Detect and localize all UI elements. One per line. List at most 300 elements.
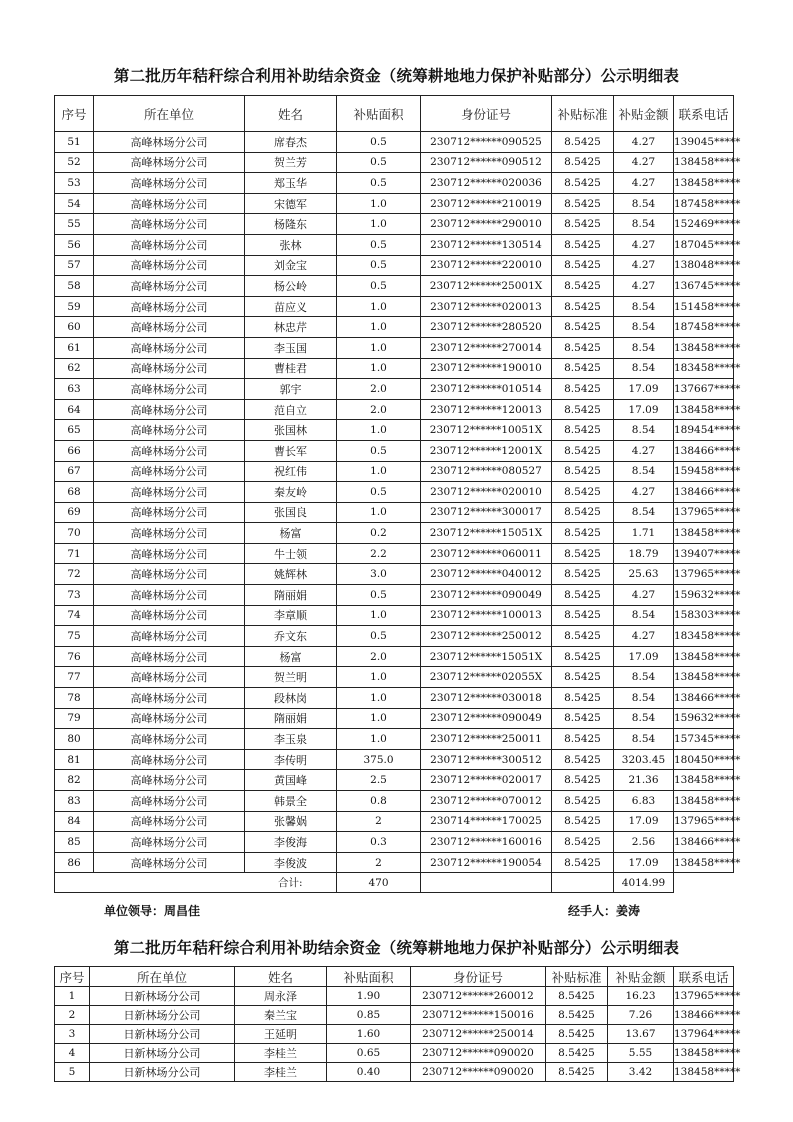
cell-standard: 8.5425 <box>552 708 614 729</box>
cell-area: 3.0 <box>337 564 421 585</box>
cell-area: 1.0 <box>337 729 421 750</box>
cell-seq: 85 <box>55 832 94 853</box>
cell-standard: 8.5425 <box>552 193 614 214</box>
cell-phone: 138466***** <box>674 832 734 853</box>
cell-amount: 3.42 <box>608 1063 674 1082</box>
cell-area: 0.5 <box>337 173 421 194</box>
cell-standard: 8.5425 <box>546 1044 608 1063</box>
table-row <box>55 214 734 235</box>
cell-unit: 高峰林场分公司 <box>94 152 245 173</box>
cell-area: 0.5 <box>337 585 421 606</box>
cell-name: 曹桂君 <box>245 358 337 379</box>
header-name: 姓名 <box>235 967 327 987</box>
cell-seq: 65 <box>55 420 94 441</box>
cell-unit: 高峰林场分公司 <box>94 564 245 585</box>
cell-unit: 高峰林场分公司 <box>94 255 245 276</box>
cell-area: 2.0 <box>337 399 421 420</box>
cell-id: 230712******300017 <box>421 502 552 523</box>
cell-seq: 66 <box>55 440 94 461</box>
cell-name: 李章顺 <box>245 605 337 626</box>
cell-area: 1.60 <box>327 1025 411 1044</box>
table-row <box>55 1006 734 1025</box>
header-id: 身份证号 <box>421 96 552 132</box>
cell-name: 隋丽娟 <box>245 585 337 606</box>
cell-name: 贺兰芳 <box>245 152 337 173</box>
cell-id: 230712******15051X <box>421 523 552 544</box>
table-row <box>55 1044 734 1063</box>
cell-amount: 7.26 <box>608 1006 674 1025</box>
cell-id: 230712******290010 <box>421 214 552 235</box>
cell-phone: 139407***** <box>674 543 734 564</box>
cell-area: 2 <box>337 811 421 832</box>
cell-id: 230712******150016 <box>411 1006 546 1025</box>
cell-id: 230712******250012 <box>421 626 552 647</box>
cell-phone: 159458***** <box>674 461 734 482</box>
cell-seq: 76 <box>55 646 94 667</box>
cell-name: 席春杰 <box>245 132 337 153</box>
table-row <box>55 626 734 647</box>
cell-amount: 17.09 <box>614 379 674 400</box>
cell-area: 1.0 <box>337 296 421 317</box>
table-row <box>55 255 734 276</box>
table-row <box>55 399 734 420</box>
table-title-2: 第二批历年秸秆综合利用补助结余资金（统筹耕地地力保护补贴部分）公示明细表 <box>113 939 680 957</box>
cell-standard: 8.5425 <box>552 502 614 523</box>
cell-unit: 日新林场分公司 <box>90 1025 235 1044</box>
cell-standard: 8.5425 <box>552 358 614 379</box>
table-row <box>55 729 734 750</box>
cell-name: 张馨娲 <box>245 811 337 832</box>
cell-name: 杨隆东 <box>245 214 337 235</box>
table-row <box>55 832 734 853</box>
header-unit: 所在单位 <box>94 96 245 132</box>
cell-unit: 高峰林场分公司 <box>94 482 245 503</box>
cell-unit: 高峰林场分公司 <box>94 173 245 194</box>
cell-id: 230712******250011 <box>421 729 552 750</box>
cell-area: 375.0 <box>337 749 421 770</box>
cell-name: 杨富 <box>245 523 337 544</box>
cell-seq: 57 <box>55 255 94 276</box>
table-row <box>55 585 734 606</box>
cell-standard: 8.5425 <box>552 564 614 585</box>
cell-unit: 日新林场分公司 <box>90 1006 235 1025</box>
cell-seq: 82 <box>55 770 94 791</box>
cell-standard: 8.5425 <box>552 585 614 606</box>
cell-unit: 高峰林场分公司 <box>94 543 245 564</box>
cell-area: 0.5 <box>337 440 421 461</box>
cell-unit: 高峰林场分公司 <box>94 832 245 853</box>
cell-phone: 136745***** <box>674 276 734 297</box>
cell-amount: 8.54 <box>614 214 674 235</box>
table-row <box>55 523 734 544</box>
cell-seq: 1 <box>55 987 90 1006</box>
cell-id: 230712******030018 <box>421 688 552 709</box>
cell-id: 230714******170025 <box>421 811 552 832</box>
cell-area: 1.0 <box>337 605 421 626</box>
cell-phone: 137964***** <box>674 1025 734 1044</box>
cell-standard: 8.5425 <box>552 255 614 276</box>
table-row <box>55 193 734 214</box>
cell-name: 秦兰宝 <box>235 1006 327 1025</box>
cell-amount: 8.54 <box>614 502 674 523</box>
cell-area: 2.5 <box>337 770 421 791</box>
cell-name: 林忠芹 <box>245 317 337 338</box>
cell-standard: 8.5425 <box>552 152 614 173</box>
cell-name: 郑玉华 <box>245 173 337 194</box>
table-row <box>55 234 734 255</box>
cell-area: 1.0 <box>337 708 421 729</box>
cell-amount: 4.27 <box>614 152 674 173</box>
cell-area: 0.5 <box>337 255 421 276</box>
cell-phone: 159632***** <box>674 708 734 729</box>
cell-name: 李俊波 <box>245 852 337 873</box>
cell-name: 张国良 <box>245 502 337 523</box>
cell-amount: 5.55 <box>608 1044 674 1063</box>
cell-amount: 8.54 <box>614 729 674 750</box>
cell-standard: 8.5425 <box>552 173 614 194</box>
total-area: 470 <box>337 873 421 893</box>
cell-standard: 8.5425 <box>552 667 614 688</box>
cell-standard: 8.5425 <box>552 399 614 420</box>
cell-amount: 8.54 <box>614 193 674 214</box>
cell-seq: 64 <box>55 399 94 420</box>
cell-amount: 8.54 <box>614 688 674 709</box>
cell-area: 1.0 <box>337 420 421 441</box>
cell-phone: 137965***** <box>674 502 734 523</box>
cell-phone: 138458***** <box>674 791 734 812</box>
cell-standard: 8.5425 <box>552 791 614 812</box>
cell-phone: 158303***** <box>674 605 734 626</box>
table-row <box>55 482 734 503</box>
total-empty-3 <box>674 873 734 893</box>
cell-seq: 63 <box>55 379 94 400</box>
cell-amount: 4.27 <box>614 173 674 194</box>
cell-id: 230712******090512 <box>421 152 552 173</box>
cell-phone: 138458***** <box>674 337 734 358</box>
cell-area: 0.5 <box>337 276 421 297</box>
cell-id: 230712******260012 <box>411 987 546 1006</box>
cell-name: 李玉国 <box>245 337 337 358</box>
table-row <box>55 296 734 317</box>
cell-amount: 2.56 <box>614 832 674 853</box>
cell-unit: 高峰林场分公司 <box>94 626 245 647</box>
cell-name: 姚辉林 <box>245 564 337 585</box>
cell-unit: 高峰林场分公司 <box>94 729 245 750</box>
cell-phone: 138458***** <box>674 1044 734 1063</box>
cell-unit: 高峰林场分公司 <box>94 791 245 812</box>
cell-id: 230712******060011 <box>421 543 552 564</box>
cell-phone: 138466***** <box>674 688 734 709</box>
cell-amount: 4.27 <box>614 626 674 647</box>
cell-standard: 8.5425 <box>546 1025 608 1044</box>
cell-unit: 高峰林场分公司 <box>94 276 245 297</box>
header-unit: 所在单位 <box>90 967 235 987</box>
cell-id: 230712******250014 <box>411 1025 546 1044</box>
total-label: 合计: <box>245 873 337 893</box>
cell-seq: 83 <box>55 791 94 812</box>
cell-phone: 138466***** <box>674 482 734 503</box>
cell-phone: 183458***** <box>674 626 734 647</box>
cell-area: 0.3 <box>337 832 421 853</box>
cell-name: 苗应义 <box>245 296 337 317</box>
table-row <box>55 317 734 338</box>
cell-unit: 日新林场分公司 <box>90 1063 235 1082</box>
cell-unit: 高峰林场分公司 <box>94 667 245 688</box>
cell-name: 乔文东 <box>245 626 337 647</box>
subsidy-table-2 <box>54 966 741 1082</box>
cell-amount: 16.23 <box>608 987 674 1006</box>
table-row <box>55 667 734 688</box>
cell-phone: 138458***** <box>674 646 734 667</box>
cell-area: 0.5 <box>337 626 421 647</box>
cell-amount: 18.79 <box>614 543 674 564</box>
table-row <box>55 132 734 153</box>
total-row <box>55 873 734 893</box>
cell-unit: 高峰林场分公司 <box>94 296 245 317</box>
cell-area: 2 <box>337 852 421 873</box>
cell-name: 段林岗 <box>245 688 337 709</box>
cell-unit: 高峰林场分公司 <box>94 585 245 606</box>
cell-standard: 8.5425 <box>552 811 614 832</box>
cell-id: 230712******020036 <box>421 173 552 194</box>
cell-amount: 8.54 <box>614 420 674 441</box>
cell-standard: 8.5425 <box>552 646 614 667</box>
cell-id: 230712******220010 <box>421 255 552 276</box>
header-seq: 序号 <box>55 96 94 132</box>
cell-id: 230712******090020 <box>411 1044 546 1063</box>
cell-phone: 187045***** <box>674 234 734 255</box>
cell-seq: 86 <box>55 852 94 873</box>
cell-name: 黄国峰 <box>245 770 337 791</box>
table-row <box>55 337 734 358</box>
cell-seq: 55 <box>55 214 94 235</box>
cell-seq: 58 <box>55 276 94 297</box>
cell-id: 230712******25001X <box>421 276 552 297</box>
total-empty-2 <box>552 873 614 893</box>
cell-id: 230712******040012 <box>421 564 552 585</box>
cell-seq: 70 <box>55 523 94 544</box>
cell-unit: 高峰林场分公司 <box>94 461 245 482</box>
cell-unit: 高峰林场分公司 <box>94 420 245 441</box>
cell-area: 0.65 <box>327 1044 411 1063</box>
cell-standard: 8.5425 <box>552 626 614 647</box>
cell-phone: 137667***** <box>674 379 734 400</box>
table-row <box>55 1063 734 1082</box>
cell-standard: 8.5425 <box>552 605 614 626</box>
cell-area: 1.0 <box>337 688 421 709</box>
cell-unit: 高峰林场分公司 <box>94 379 245 400</box>
cell-seq: 77 <box>55 667 94 688</box>
cell-amount: 8.54 <box>614 317 674 338</box>
header-seq: 序号 <box>55 967 90 987</box>
cell-unit: 日新林场分公司 <box>90 1044 235 1063</box>
cell-amount: 8.54 <box>614 358 674 379</box>
header-standard: 补贴标准 <box>546 967 608 987</box>
table-row <box>55 379 734 400</box>
cell-id: 230712******160016 <box>421 832 552 853</box>
cell-area: 0.2 <box>337 523 421 544</box>
cell-unit: 高峰林场分公司 <box>94 358 245 379</box>
cell-seq: 73 <box>55 585 94 606</box>
total-label-spacer <box>55 873 245 893</box>
cell-unit: 高峰林场分公司 <box>94 399 245 420</box>
cell-id: 230712******12001X <box>421 440 552 461</box>
cell-seq: 61 <box>55 337 94 358</box>
table-row <box>55 276 734 297</box>
cell-amount: 13.67 <box>608 1025 674 1044</box>
cell-seq: 62 <box>55 358 94 379</box>
cell-area: 0.5 <box>337 234 421 255</box>
cell-seq: 84 <box>55 811 94 832</box>
cell-phone: 183458***** <box>674 358 734 379</box>
cell-amount: 21.36 <box>614 770 674 791</box>
cell-phone: 138458***** <box>674 1063 734 1082</box>
subsidy-table-1 <box>54 95 741 893</box>
table-row <box>55 852 734 873</box>
cell-name: 李俊海 <box>245 832 337 853</box>
cell-seq: 72 <box>55 564 94 585</box>
cell-phone: 138466***** <box>674 440 734 461</box>
cell-unit: 高峰林场分公司 <box>94 440 245 461</box>
cell-area: 2.0 <box>337 379 421 400</box>
cell-id: 230712******020013 <box>421 296 552 317</box>
table-row <box>55 646 734 667</box>
table-row <box>55 791 734 812</box>
cell-id: 230712******090049 <box>421 708 552 729</box>
cell-amount: 3203.45 <box>614 749 674 770</box>
cell-amount: 8.54 <box>614 708 674 729</box>
cell-seq: 60 <box>55 317 94 338</box>
cell-seq: 2 <box>55 1006 90 1025</box>
cell-id: 230712******210019 <box>421 193 552 214</box>
cell-phone: 138458***** <box>674 667 734 688</box>
cell-id: 230712******190054 <box>421 852 552 873</box>
cell-amount: 8.54 <box>614 337 674 358</box>
header-area: 补贴面积 <box>327 967 411 987</box>
cell-seq: 53 <box>55 173 94 194</box>
cell-area: 0.40 <box>327 1063 411 1082</box>
cell-unit: 高峰林场分公司 <box>94 337 245 358</box>
cell-seq: 56 <box>55 234 94 255</box>
cell-name: 曹长军 <box>245 440 337 461</box>
header-id: 身份证号 <box>411 967 546 987</box>
cell-id: 230712******270014 <box>421 337 552 358</box>
cell-standard: 8.5425 <box>552 296 614 317</box>
cell-area: 0.85 <box>327 1006 411 1025</box>
cell-id: 230712******10051X <box>421 420 552 441</box>
cell-area: 0.5 <box>337 132 421 153</box>
cell-name: 李桂兰 <box>235 1044 327 1063</box>
cell-name: 李传明 <box>245 749 337 770</box>
cell-id: 230712******300512 <box>421 749 552 770</box>
cell-phone: 138458***** <box>674 852 734 873</box>
cell-amount: 1.71 <box>614 523 674 544</box>
header-name: 姓名 <box>245 96 337 132</box>
table-body-1 <box>55 132 741 873</box>
table-row <box>55 770 734 791</box>
cell-standard: 8.5425 <box>552 379 614 400</box>
cell-seq: 67 <box>55 461 94 482</box>
header-amount: 补贴金额 <box>608 967 674 987</box>
cell-name: 周永泽 <box>235 987 327 1006</box>
cell-name: 隋丽娟 <box>245 708 337 729</box>
cell-phone: 180450***** <box>674 749 734 770</box>
cell-name: 宋德军 <box>245 193 337 214</box>
cell-amount: 4.27 <box>614 255 674 276</box>
cell-seq: 51 <box>55 132 94 153</box>
cell-unit: 高峰林场分公司 <box>94 214 245 235</box>
cell-name: 贺兰明 <box>245 667 337 688</box>
cell-area: 1.0 <box>337 502 421 523</box>
cell-standard: 8.5425 <box>552 214 614 235</box>
cell-area: 2.2 <box>337 543 421 564</box>
cell-name: 李桂兰 <box>235 1063 327 1082</box>
cell-unit: 高峰林场分公司 <box>94 132 245 153</box>
cell-id: 230712******02055X <box>421 667 552 688</box>
cell-unit: 高峰林场分公司 <box>94 688 245 709</box>
cell-id: 230712******090049 <box>421 585 552 606</box>
cell-area: 1.0 <box>337 667 421 688</box>
cell-unit: 高峰林场分公司 <box>94 708 245 729</box>
cell-name: 韩景全 <box>245 791 337 812</box>
cell-unit: 高峰林场分公司 <box>94 193 245 214</box>
cell-area: 0.5 <box>337 482 421 503</box>
cell-area: 1.0 <box>337 337 421 358</box>
header-area: 补贴面积 <box>337 96 421 132</box>
table-title-1: 第二批历年秸秆综合利用补助结余资金（统筹耕地地力保护补贴部分）公示明细表 <box>113 67 680 85</box>
cell-amount: 17.09 <box>614 646 674 667</box>
handler-signature: 经手人：姜涛 <box>568 904 641 918</box>
cell-standard: 8.5425 <box>552 688 614 709</box>
cell-name: 王延明 <box>235 1025 327 1044</box>
cell-standard: 8.5425 <box>552 234 614 255</box>
cell-unit: 高峰林场分公司 <box>94 852 245 873</box>
table-row <box>55 605 734 626</box>
cell-phone: 187458***** <box>674 193 734 214</box>
cell-amount: 4.27 <box>614 234 674 255</box>
cell-phone: 138458***** <box>674 523 734 544</box>
table-row <box>55 1025 734 1044</box>
cell-standard: 8.5425 <box>546 1063 608 1082</box>
cell-id: 230712******020017 <box>421 770 552 791</box>
cell-seq: 75 <box>55 626 94 647</box>
cell-amount: 4.27 <box>614 276 674 297</box>
cell-seq: 4 <box>55 1044 90 1063</box>
cell-area: 1.0 <box>337 317 421 338</box>
cell-name: 李玉泉 <box>245 729 337 750</box>
header-amount: 补贴金额 <box>614 96 674 132</box>
cell-id: 230712******100013 <box>421 605 552 626</box>
cell-phone: 137965***** <box>674 811 734 832</box>
cell-standard: 8.5425 <box>552 729 614 750</box>
cell-phone: 138458***** <box>674 152 734 173</box>
cell-id: 230712******190010 <box>421 358 552 379</box>
cell-amount: 4.27 <box>614 440 674 461</box>
cell-seq: 5 <box>55 1063 90 1082</box>
table-row <box>55 811 734 832</box>
cell-name: 刘金宝 <box>245 255 337 276</box>
cell-amount: 17.09 <box>614 852 674 873</box>
cell-name: 杨公岭 <box>245 276 337 297</box>
header-phone: 联系电话 <box>674 967 734 987</box>
cell-standard: 8.5425 <box>552 317 614 338</box>
cell-seq: 79 <box>55 708 94 729</box>
cell-id: 230712******020010 <box>421 482 552 503</box>
cell-phone: 139045***** <box>674 132 734 153</box>
cell-amount: 8.54 <box>614 667 674 688</box>
cell-id: 230712******120013 <box>421 399 552 420</box>
cell-name: 牛士领 <box>245 543 337 564</box>
